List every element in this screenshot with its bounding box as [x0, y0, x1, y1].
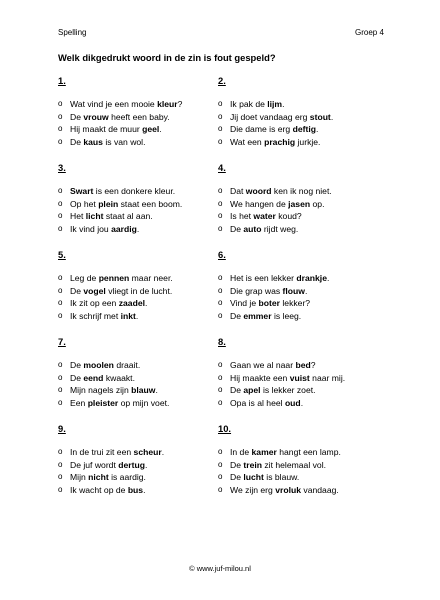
header-subject: Spelling	[58, 28, 87, 37]
circle-bullet-icon: o	[58, 459, 63, 469]
circle-bullet-icon: o	[58, 472, 63, 482]
answer-option	[58, 459, 233, 472]
bold-word: kleur	[157, 99, 178, 109]
question-block	[218, 423, 393, 496]
answer-options	[58, 98, 233, 148]
sentence-start: Het	[70, 211, 86, 222]
question-number: 3.	[58, 162, 66, 173]
sentence-end: .	[304, 285, 308, 296]
answer-options	[218, 98, 393, 148]
sentence-start: Ik vind jou	[70, 223, 112, 234]
sentence-end: maar neer.	[129, 273, 173, 283]
answer-option	[58, 471, 233, 484]
sentence-end: ?	[310, 360, 316, 370]
answer-option	[58, 285, 233, 298]
question-number: 2.	[218, 75, 226, 86]
sentence-end: .	[145, 298, 148, 309]
answer-options	[58, 359, 233, 409]
sentence-end: .	[144, 459, 148, 470]
sentence-start: Ik schrijf met	[70, 310, 121, 321]
sentence-end: .	[143, 484, 146, 495]
sentence-end: vliegt in de lucht.	[105, 285, 173, 296]
bold-word: vuist	[289, 372, 310, 383]
circle-bullet-icon: o	[58, 397, 63, 407]
circle-bullet-icon: o	[58, 298, 63, 308]
sentence-start: Het is een lekker	[230, 273, 297, 283]
circle-bullet-icon: o	[218, 472, 223, 482]
sentence-end: is leeg.	[271, 310, 302, 321]
answer-options	[58, 446, 233, 496]
answer-option	[218, 459, 393, 472]
sentence-end: is lekker zoet.	[260, 385, 316, 396]
sentence-start: Opa is al heel	[230, 397, 285, 408]
sentence-start: In de trui zit een	[70, 447, 134, 457]
sentence-start: De	[70, 360, 84, 370]
bold-word: oud	[284, 397, 301, 408]
sentence-end: .	[135, 310, 139, 321]
sentence-start: Die grap was	[230, 285, 283, 296]
sentence-start: Ik zit op een	[70, 298, 119, 309]
bold-word: nicht	[88, 472, 109, 483]
bold-word: jasen	[288, 198, 311, 209]
sentence-end: ?	[177, 99, 183, 109]
sentence-start: Dat	[230, 186, 246, 196]
bold-word: pleister	[87, 397, 119, 408]
sentence-end: lekker?	[280, 298, 311, 309]
bold-word: aardig	[111, 223, 137, 234]
bold-word: Swart	[70, 186, 94, 196]
answer-option	[218, 198, 393, 211]
bold-word: bed	[295, 360, 311, 370]
question-block	[218, 336, 393, 409]
circle-bullet-icon: o	[218, 372, 223, 382]
answer-option	[58, 297, 233, 310]
sentence-start: De	[230, 472, 244, 483]
sentence-end: koud?	[275, 211, 302, 222]
answer-option	[218, 359, 393, 372]
bold-word: vogel	[83, 285, 106, 296]
bold-word: licht	[85, 211, 104, 222]
answer-option	[58, 136, 233, 149]
circle-bullet-icon: o	[218, 99, 223, 108]
bold-word: inkt	[120, 310, 136, 321]
circle-bullet-icon: o	[218, 484, 223, 494]
question-number: 1.	[58, 75, 66, 86]
sentence-start: De	[230, 385, 244, 396]
sentence-start: Vind je	[230, 298, 259, 309]
sentence-start: De juf wordt	[70, 459, 119, 470]
question-block	[58, 423, 233, 496]
sentence-end: .	[315, 124, 319, 135]
answer-option	[218, 98, 393, 111]
sentence-start: Mijn	[70, 472, 89, 483]
bold-word: emmer	[243, 310, 272, 321]
answer-option	[58, 272, 233, 285]
answer-option	[218, 484, 393, 497]
bold-word: water	[253, 211, 276, 222]
circle-bullet-icon: o	[218, 136, 223, 146]
sentence-end: op mijn voet.	[118, 397, 170, 408]
circle-bullet-icon: o	[218, 198, 223, 208]
bold-word: deftig	[292, 124, 316, 135]
circle-bullet-icon: o	[58, 447, 63, 456]
circle-bullet-icon: o	[218, 310, 223, 320]
sentence-end: .	[300, 397, 304, 408]
sentence-start: Die dame is erg	[230, 124, 293, 135]
sentence-start: De	[70, 111, 84, 122]
bold-word: kaus	[83, 136, 103, 147]
circle-bullet-icon: o	[58, 385, 63, 395]
circle-bullet-icon: o	[58, 273, 63, 282]
sentence-end: heeft een baby.	[108, 111, 170, 122]
answer-options	[58, 272, 233, 322]
sentence-start: Mijn nagels zijn	[70, 385, 132, 396]
circle-bullet-icon: o	[58, 372, 63, 382]
sentence-end: naar mij.	[309, 372, 346, 383]
bold-word: auto	[243, 223, 262, 234]
bold-word: plein	[98, 198, 119, 209]
answer-option	[218, 372, 393, 385]
circle-bullet-icon: o	[218, 285, 223, 295]
circle-bullet-icon: o	[58, 136, 63, 146]
answer-option	[58, 384, 233, 397]
sentence-end: zit helemaal vol.	[262, 459, 327, 470]
bold-word: pennen	[98, 273, 130, 283]
answer-option	[58, 185, 233, 198]
sentence-start: We zijn erg	[230, 484, 276, 495]
sentence-start: Hij maakte een	[230, 372, 290, 383]
instruction-heading: Welk dikgedrukt woord in de zin is fout gespeld?	[58, 52, 276, 63]
answer-option	[58, 397, 233, 410]
bold-word: zaadel	[118, 298, 146, 309]
question-block	[218, 249, 393, 322]
sentence-start: Op het	[70, 198, 99, 209]
sentence-start: De	[230, 223, 244, 234]
circle-bullet-icon: o	[58, 111, 63, 121]
answer-option	[218, 123, 393, 136]
circle-bullet-icon: o	[58, 99, 63, 108]
circle-bullet-icon: o	[218, 298, 223, 308]
circle-bullet-icon: o	[58, 310, 63, 320]
circle-bullet-icon: o	[218, 385, 223, 395]
circle-bullet-icon: o	[218, 447, 223, 456]
sentence-end: .	[155, 385, 158, 396]
sentence-end: staat een boom.	[118, 198, 183, 209]
answer-options	[218, 185, 393, 235]
circle-bullet-icon: o	[58, 484, 63, 494]
circle-bullet-icon: o	[218, 124, 223, 134]
sentence-end: is blauw.	[263, 472, 300, 483]
answer-options	[218, 446, 393, 496]
answer-option	[58, 484, 233, 497]
answer-option	[58, 210, 233, 223]
bold-word: blauw	[131, 385, 156, 396]
answer-option	[218, 397, 393, 410]
answer-option	[58, 446, 233, 459]
footer-copyright: © www.juf-milou.nl	[189, 564, 251, 573]
answer-option	[58, 372, 233, 385]
answer-option	[218, 272, 393, 285]
question-number: 9.	[58, 423, 66, 434]
sentence-end: is een donkere kleur.	[93, 186, 176, 196]
bold-word: stout	[309, 111, 331, 122]
circle-bullet-icon: o	[58, 211, 63, 221]
sentence-end: staat al aan.	[103, 211, 153, 222]
answer-option	[218, 285, 393, 298]
sentence-start: Wat vind je een mooie	[70, 99, 158, 109]
circle-bullet-icon: o	[58, 124, 63, 134]
question-block	[58, 162, 233, 235]
bold-word: moolen	[83, 360, 114, 370]
circle-bullet-icon: o	[218, 111, 223, 121]
answer-option	[218, 297, 393, 310]
circle-bullet-icon: o	[218, 273, 223, 282]
sentence-end: is van wol.	[102, 136, 146, 147]
question-number: 4.	[218, 162, 226, 173]
sentence-end: jurkje.	[295, 136, 321, 147]
sentence-start: In de	[230, 447, 252, 457]
sentence-start: Ik pak de	[230, 99, 268, 109]
bold-word: eend	[83, 372, 104, 383]
bold-word: kamer	[251, 447, 277, 457]
answer-options	[58, 185, 233, 235]
bold-word: trein	[243, 459, 262, 470]
circle-bullet-icon: o	[58, 223, 63, 233]
question-block	[58, 75, 233, 148]
sentence-start: Gaan we al naar	[230, 360, 296, 370]
answer-option	[218, 210, 393, 223]
sentence-end: .	[136, 223, 140, 234]
bold-word: drankje	[296, 273, 327, 283]
bold-word: lijm	[267, 99, 283, 109]
answer-option	[218, 384, 393, 397]
sentence-start: De	[70, 285, 84, 296]
answer-options	[218, 359, 393, 409]
answer-option	[58, 223, 233, 236]
circle-bullet-icon: o	[218, 211, 223, 221]
sentence-start: Leg de	[70, 273, 99, 283]
sentence-end: op.	[310, 198, 325, 209]
bold-word: prachig	[264, 136, 296, 147]
question-block	[218, 75, 393, 148]
question-block	[58, 249, 233, 322]
question-number: 10.	[218, 423, 232, 434]
circle-bullet-icon: o	[218, 397, 223, 407]
sentence-start: Jij doet vandaag erg	[230, 111, 310, 122]
sentence-end: .	[330, 111, 334, 122]
sentence-start: De	[230, 459, 244, 470]
bold-word: bus	[127, 484, 144, 495]
question-block	[58, 336, 233, 409]
sentence-end: hangt een lamp.	[276, 447, 341, 457]
circle-bullet-icon: o	[218, 223, 223, 233]
sentence-end: draait.	[113, 360, 141, 370]
answer-option	[218, 185, 393, 198]
bold-word: boter	[258, 298, 280, 309]
sentence-end: is aardig.	[108, 472, 146, 483]
sentence-end: rijdt weg.	[261, 223, 299, 234]
answer-options	[218, 272, 393, 322]
sentence-start: De	[230, 310, 244, 321]
circle-bullet-icon: o	[58, 285, 63, 295]
sentence-start: De	[70, 136, 84, 147]
bold-word: scheur	[133, 447, 162, 457]
question-number: 8.	[218, 336, 226, 347]
answer-option	[218, 223, 393, 236]
circle-bullet-icon: o	[218, 360, 223, 369]
bold-word: woord	[245, 186, 272, 196]
circle-bullet-icon: o	[58, 186, 63, 195]
sentence-end: kwaakt.	[103, 372, 135, 383]
sentence-end: .	[161, 447, 165, 457]
sentence-start: De	[70, 372, 84, 383]
sentence-end: ken ik nog niet.	[271, 186, 332, 196]
answer-option	[58, 98, 233, 111]
question-number: 5.	[58, 249, 66, 260]
answer-option	[58, 359, 233, 372]
sentence-start: Ik wacht op de	[70, 484, 128, 495]
circle-bullet-icon: o	[58, 360, 63, 369]
bold-word: vroluk	[275, 484, 302, 495]
sentence-end: .	[159, 124, 162, 135]
sentence-start: Een	[70, 397, 88, 408]
sentence-start: We hangen de	[230, 198, 289, 209]
sentence-start: Wat een	[230, 136, 265, 147]
answer-option	[58, 198, 233, 211]
bold-word: dertug	[118, 459, 145, 470]
answer-option	[58, 111, 233, 124]
answer-option	[218, 136, 393, 149]
answer-option	[58, 310, 233, 323]
answer-option	[58, 123, 233, 136]
answer-option	[218, 446, 393, 459]
sentence-start: Is het	[230, 211, 254, 222]
question-block	[218, 162, 393, 235]
answer-option	[218, 111, 393, 124]
answer-option	[218, 310, 393, 323]
sentence-start: Hij maakt de muur	[70, 124, 143, 135]
circle-bullet-icon: o	[218, 459, 223, 469]
bold-word: lucht	[243, 472, 264, 483]
sentence-end: .	[282, 99, 285, 109]
sentence-end: .	[326, 273, 330, 283]
question-number: 7.	[58, 336, 66, 347]
circle-bullet-icon: o	[58, 198, 63, 208]
bold-word: geel	[142, 124, 160, 135]
circle-bullet-icon: o	[218, 186, 223, 195]
sentence-end: vandaag.	[301, 484, 339, 495]
question-number: 6.	[218, 249, 226, 260]
bold-word: flouw	[282, 285, 305, 296]
header-group: Groep 4	[355, 28, 384, 37]
bold-word: vrouw	[83, 111, 109, 122]
answer-option	[218, 471, 393, 484]
bold-word: apel	[243, 385, 261, 396]
